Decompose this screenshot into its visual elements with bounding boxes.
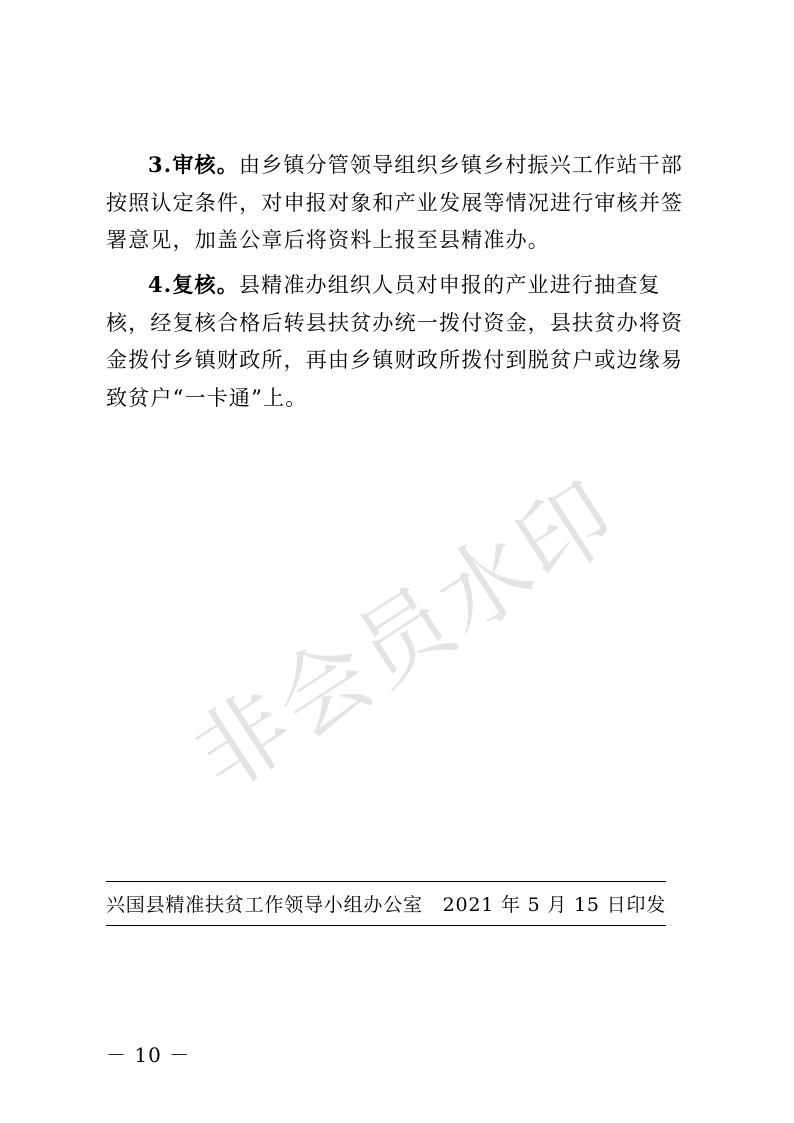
paragraph-heading: 复核。 <box>172 272 239 297</box>
paragraph-recheck <box>106 266 688 417</box>
paragraph-number: 4. <box>148 272 173 297</box>
page-number: － 10 － <box>106 1043 191 1067</box>
paragraph-number: 3. <box>148 152 173 177</box>
footer-issuer: 兴国县精准扶贫工作领导小组办公室 <box>106 894 423 916</box>
footer-bottom-rule <box>106 925 666 926</box>
paragraph-review <box>106 146 688 260</box>
footer-issue-date: 2021 年 5 月 15 日印发 <box>442 894 666 916</box>
watermark: 非会员水印 <box>175 460 637 812</box>
paragraph-text: 县精准办组织人员对申报的产业进行抽查复核，经复核合格后转县扶贫办统一拨付资金，县扶贫办将资金拨付乡镇财政所，再由乡镇财政所拨付到脱贫户或边缘易致贫户“一卡通”上。 <box>106 273 684 410</box>
paragraph-heading: 审核。 <box>172 152 239 177</box>
paragraph-text: 由乡镇分管领导组织乡镇乡村振兴工作站干部按照认定条件，对申报对象和产业发展等情况进行审核并签署意见，加盖公章后将资料上报至县精准办。 <box>106 153 684 252</box>
footer-top-rule <box>106 881 666 882</box>
